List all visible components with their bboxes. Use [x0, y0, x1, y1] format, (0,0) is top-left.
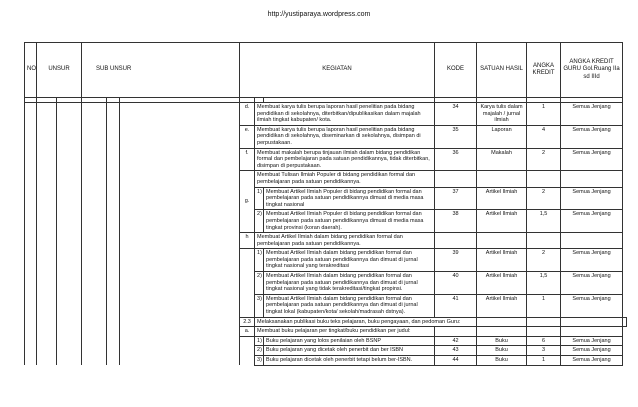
- sub-item-number: 3): [255, 356, 264, 366]
- kegiatan-table: [24, 42, 627, 366]
- item-letter: h: [240, 233, 255, 249]
- kode-cell: 36: [435, 148, 477, 171]
- kode-cell: 42: [435, 336, 477, 346]
- item-letter: g.: [240, 171, 255, 233]
- jenjang-cell: Semua Jenjang: [561, 356, 623, 366]
- sub-item-number: 2): [255, 272, 264, 295]
- kegiatan-text: Membuat Artikel Ilmiah Populer di bidang pendidikan formal dan pembelajaran pada satuan pendidikannya dimuat di media masa tingkat provinsi (koran daerah).: [264, 210, 435, 233]
- kode-cell: 35: [435, 125, 477, 148]
- kode-cell: 41: [435, 294, 477, 317]
- kegiatan-text: Membuat Artikel Ilmiah dalam bidang pendidikan formal dan pembelajaran pada satuan pendidikannya dan dimuat di jurnal tingkat nasional yang tidak terakreditasi/tingkat propinsi.: [264, 272, 435, 295]
- satuan-cell: Buku: [477, 356, 527, 366]
- sub-item-number: 1): [255, 249, 264, 272]
- angka-cell: 2: [527, 187, 561, 210]
- table-header-row: [25, 43, 627, 98]
- kode-cell: 40: [435, 272, 477, 295]
- satuan-cell: Artikel Ilmiah: [477, 187, 527, 210]
- satuan-cell: Makalah: [477, 148, 527, 171]
- sub-item-number: 2): [255, 210, 264, 233]
- table-row: [25, 103, 627, 126]
- angka-cell: 2: [527, 148, 561, 171]
- kegiatan-text: Buku pelajaran dicetak oleh penerbit tetapi belum ber-ISBN.: [264, 356, 435, 366]
- jenjang-cell: Semua Jenjang: [561, 272, 623, 295]
- kode-cell: 37: [435, 187, 477, 210]
- angka-cell: 4: [527, 125, 561, 148]
- angka-cell: 6: [527, 336, 561, 346]
- header-satuan-hasil: SATUAN HASIL: [477, 43, 527, 98]
- jenjang-cell: Semua Jenjang: [561, 125, 623, 148]
- kode-cell: 39: [435, 249, 477, 272]
- header-angka-kredit-guru: ANGKA KREDIT GURU Gol.Ruang IIa sd IIId: [561, 43, 623, 98]
- kegiatan-text: Membuat buku pelajaran per tingkat/buku pendidikan per judul:: [255, 327, 435, 337]
- satuan-cell: Buku: [477, 346, 527, 356]
- angka-cell: 1: [527, 103, 561, 126]
- satuan-cell: Buku: [477, 336, 527, 346]
- kegiatan-text: Membuat karya tulis berupa laporan hasil penelitian pada bidang pendidikan di sekolahnya, diterbitkan/dipublikasikan dalam majalah ilmiah tingkat kabupaten/ kota.: [255, 103, 435, 126]
- kegiatan-text: Membuat Artikel Ilmiah Populer di bidang pendidikan formal dan pembelajaran pada satuan pendidikannya dimuat di media masa tingkat nasional: [264, 187, 435, 210]
- sub-item-number: 3): [255, 294, 264, 317]
- sub-item-number: 1): [255, 187, 264, 210]
- kegiatan-text: Membuat Artikel Ilmiah dalam bidang pendidikan formal dan pembelajaran pada satuan pendidikannya dan dimuat di jurnal tingkat nasional yang terakreditasi: [264, 249, 435, 272]
- kegiatan-text: Membuat makalah berupa tinjauan ilmiah dalam bidang pendidikan formal dan pembelajaran pada satuan pendidikannya, tidak diterbitkan, disimpan di perpustakaan.: [255, 148, 435, 171]
- angka-cell: 2: [527, 249, 561, 272]
- angka-cell: 1: [527, 294, 561, 317]
- jenjang-cell: Semua Jenjang: [561, 336, 623, 346]
- header-kode: KODE: [435, 43, 477, 98]
- section-text: Melaksanakan publikasi buku teks pelajaran, buku pengayaan, dan pedoman Guru:: [255, 317, 477, 327]
- jenjang-cell: Semua Jenjang: [561, 210, 623, 233]
- angka-cell: 3: [527, 346, 561, 356]
- jenjang-cell: Semua Jenjang: [561, 148, 623, 171]
- header-no: NO: [25, 43, 37, 98]
- angka-cell: 1: [527, 356, 561, 366]
- satuan-cell: Karya tulis dalam majalah / jurnal ilmiah: [477, 103, 527, 126]
- jenjang-cell: Semua Jenjang: [561, 103, 623, 126]
- kegiatan-text: Membuat Artikel Ilmiah dalam bidang pendidikan formal dan pembelajaran pada satuan pendidikannya.: [255, 233, 435, 249]
- jenjang-cell: Semua Jenjang: [561, 249, 623, 272]
- kegiatan-text: Membuat Artikel Ilmiah dalam bidang pendidikan formal dan pembelajaran pada satuan pendidikannya dan dimuat di jurnal tingkat lokal (kabupaten/kota/ sekolah/madrasah dstnya).: [264, 294, 435, 317]
- angka-cell: 1,5: [527, 210, 561, 233]
- header-unsur: UNSUR: [37, 43, 82, 98]
- kegiatan-text: Membuat Tulisan Ilmiah Populer di bidang pendidikan formal dan pembelajaran pada satuan pendidikannya.: [255, 171, 435, 187]
- jenjang-cell: Semua Jenjang: [561, 346, 623, 356]
- angka-cell: 1,5: [527, 272, 561, 295]
- kegiatan-text: Buku pelajaran yang dicetak oleh penerbit dan ber ISBN: [264, 346, 435, 356]
- jenjang-cell: Semua Jenjang: [561, 187, 623, 210]
- satuan-cell: Laporan: [477, 125, 527, 148]
- sub-item-number: 1): [255, 336, 264, 346]
- kode-cell: 44: [435, 356, 477, 366]
- kode-cell: 38: [435, 210, 477, 233]
- header-angka-kredit: ANGKA KREDIT: [527, 43, 561, 98]
- satuan-cell: Artikel Ilmiah: [477, 249, 527, 272]
- header-kegiatan: KEGIATAN: [240, 43, 435, 98]
- kegiatan-text: Membuat karya tulis berupa laporan hasil penelitian pada bidang pendidikan di sekolahnya, diseminarkan di sekolahnya, disimpan di perpustakaan.: [255, 125, 435, 148]
- satuan-cell: Artikel Ilmiah: [477, 210, 527, 233]
- header-sub-unsur: SUB UNSUR: [82, 43, 240, 98]
- item-letter: e.: [240, 125, 255, 148]
- satuan-cell: Artikel Ilmiah: [477, 272, 527, 295]
- jenjang-cell: Semua Jenjang: [561, 294, 623, 317]
- kode-cell: 43: [435, 346, 477, 356]
- sub-item-number: 2): [255, 346, 264, 356]
- item-letter: d.: [240, 103, 255, 126]
- item-letter: f.: [240, 148, 255, 171]
- section-number: 2.3: [240, 317, 255, 327]
- page-url: http://yustiparaya.wordpress.com: [267, 11, 371, 18]
- kode-cell: 34: [435, 103, 477, 126]
- item-letter: a.: [240, 327, 255, 337]
- kegiatan-text: Buku pelajaran yang lolos penilaian oleh BSNP: [264, 336, 435, 346]
- satuan-cell: Artikel Ilmiah: [477, 294, 527, 317]
